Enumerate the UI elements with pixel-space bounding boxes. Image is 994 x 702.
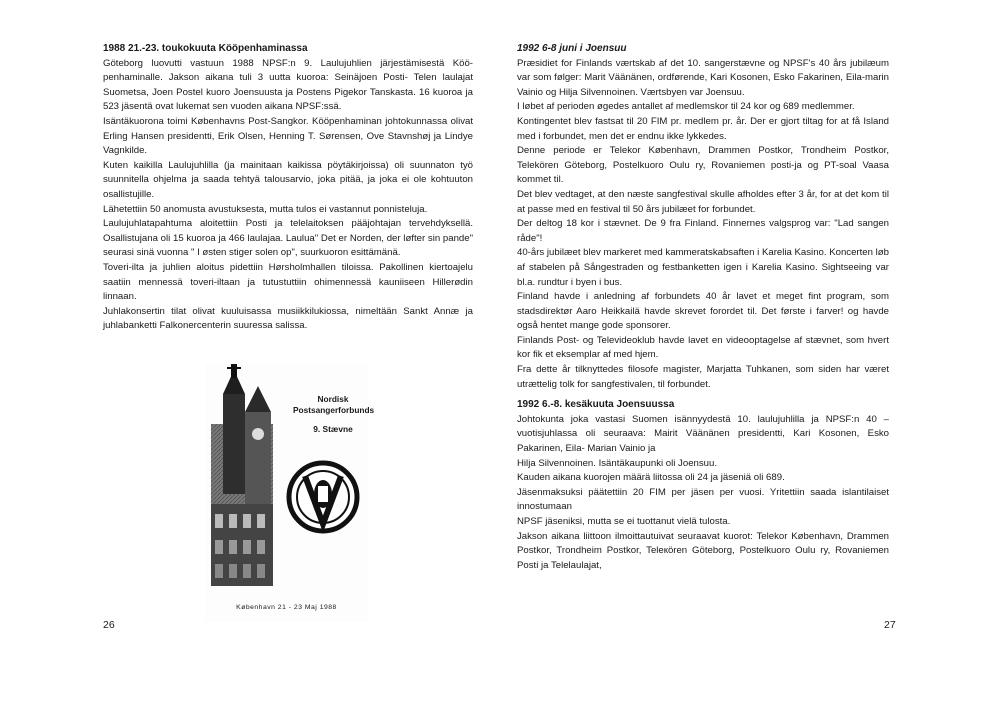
- paragraph: Isäntäkuorona toimi Københavns Post-Sangkor. Kööpenhaminan johtokunnassa olivat Erling Hansen presidentti, Erik Olsen, Henning T. Sørensen, Ove Stavnshøj ja Lindye Vagnkilde.: [103, 115, 473, 157]
- section-heading-1988: 1988 21.-23. toukokuuta Kööpenhaminassa: [103, 43, 308, 54]
- festival-poster-image: [205, 364, 375, 622]
- paragraph: Hilja Silvennoinen. Isäntäkaupunki oli Joensuu.: [517, 457, 717, 469]
- paragraph: Kuten kaikilla Laulujuhlilla (ja mainitaan kaikissa pöytäkirjoissa) oli suunnaton työ suunnitella ohjelma ja saada tehtyä talousarvio, joka pitää, ja joka ei ole kohtuuton osallistujille.: [103, 159, 473, 200]
- paragraph: Lähetettiin 50 anomusta avustuksesta, mutta tulos ei vastannut ponnisteluja.: [103, 203, 428, 215]
- paragraph: Denne periode er Telekor København, Drammen Postkor, Trondheim Postkor, Telekören Göteborg, Postelkuoro Oulu ry, Rovaniemen posti-ja og PT-soal Vaasa kommet til.: [517, 145, 889, 186]
- poster-date: København 21 - 23 Maj 1988: [236, 604, 337, 611]
- poster-title-line: Postsangerforbunds: [293, 405, 375, 415]
- paragraph: Johtokunta joka vastasi Suomen isännyydestä 10. laulujuhlilla ja NPSF:n 40 – vuotisjuhlassa oli seuraava: Mairit Väänänen presidentti, Kari Kosonen, Esko Pakarinen, Eila- Marian Vainio ja: [517, 413, 889, 455]
- paragraph: Fra dette år tilknyttedes filosofe magister, Marjatta Tuhkanen, som siden har været utrættelig tolk for sangfestivalen, til forbundet.: [517, 364, 889, 390]
- paragraph: 40-års jubilæet blev markeret med kammeratskabsaften i Karelia Kasino. Koncerten løb af stabelen på Sångestraden og festbanketten igen i Karelia Kasino. Sightseeing var bl.a. rundtur i byen i bus.: [517, 247, 889, 288]
- poster-title: [293, 394, 373, 416]
- paragraph: Finlands Post- og Televideoklub havde lavet en videooptagelse af stævnet, som hvert kor fik et eksemplar af med hjem.: [517, 334, 889, 361]
- section-heading-1992-danish: 1992 6-8 juni i Joensuu: [517, 43, 627, 54]
- page-number-right: 27: [884, 619, 896, 631]
- poster-edition: 9. Stævne: [313, 424, 353, 434]
- paragraph: Kontingentet blev fastsat til 20 FIM pr. medlem pr. år. Der er gjort tiltag for at få Island med i forbundet, men det er endnu ikke lykkedes.: [517, 115, 889, 142]
- paragraph: Jakson aikana liittoon ilmoittautuivat seuraavat kuorot: Telekor København, Drammen Postkor, Trondheim Postkor, Teleкören Göteborg, Postelkuoro Oulu ry, Rovaniemen Posti ja Telelaulajat,: [517, 530, 889, 571]
- paragraph: Finland havde i anledning af forbundets 40 år lavet et meget fint program, som stadsdirektør Aaro Heikkailä havde skrevet forordet til. Det første i farver! og havde også hentet mange gode sponsorer.: [517, 291, 889, 332]
- paragraph: Toveri-ilta ja juhlien aloitus pidettiin Hørsholmhallen tiloissa. Pakollinen kiertoajelu saatiin mennessä toveri-iltaan ja tutustuttiin ohimennessä kauniiseen Hillerødin linnaan.: [103, 261, 473, 303]
- paragraph: Kauden aikana kuorojen määrä liitossa oli 24 ja jäseniä oli 689.: [517, 472, 785, 484]
- right-text-column: [517, 42, 889, 573]
- right-page: [497, 0, 994, 702]
- paragraph: Der deltog 18 kor i stævnet. De 9 fra Finland. Finnernes valgsprog var: "Lad sangen råde"!: [517, 218, 889, 244]
- paragraph: Juhlakonsertin tilat olivat kuuluisassa musiikkilukiossa, nimeltään Sankt Annæ ja juhlabanketti Falkonercenterin suuressa salissa.: [103, 305, 473, 332]
- poster-title-line: Nordisk: [317, 394, 349, 404]
- section-heading-1992-finnish: 1992 6.-8. kesäkuuta Joensuussa: [517, 399, 675, 411]
- posthorn-emblem-icon: [289, 463, 357, 531]
- left-text-column: [103, 42, 473, 334]
- paragraph: Præsidiet for Finlands værtskab af det 10. sangerstævne og NPSF's 40 års jubilæum var som følger: Marit Väänänen, ordførende, Kari Kosonen, Esko Fakarinen, Eila-marin Vainio og Hilja Silvennoinen. Værtsbyen var Joensuu.: [517, 57, 889, 98]
- paragraph: Göteborg luovutti vastuun 1988 NPSF:n 9. Laulujuhlien järjestämisestä Kööpenhaminalle. Jakson aikana tuli 3 uutta kuoroa: Seinäjoen Posti- Telen laulajat Suometsa, Joen Postel kuoro Joensuusta ja Postens Pigekor Tanskasta. 16 kuoroa ja 523 jäsentä ovat lukemat sen vuoden aikana NPSF:ssä.: [103, 57, 473, 113]
- paragraph: Jäsenmaksuksi päätettiin 20 FIM per jäsen per vuosi. Yritettiin saada islantilaiset innostumaan: [517, 486, 889, 513]
- paragraph: Laulujuhlatapahtuma aloitettiin Posti ja telelaitoksen pääjohtajan tervehdyksellä. Osallistujana oli 15 kuoroa ja 466 laulajaa. Laulua" Det er Norden, der løfter sin pande" seurasi sinä vuonna " I østen stiger solen op", suurkuoron esittämänä.: [103, 218, 473, 259]
- paragraph: NPSF jäseniksi, mutta se ei tuottanut vielä tulosta.: [517, 516, 731, 527]
- page-number-left: 26: [103, 619, 115, 631]
- paragraph: Det blev vedtaget, at den næste sangfestival skulle afholdes efter 3 år, for at det kom til at passe med en festival til 50 års jubilæet for forbundet.: [517, 188, 889, 215]
- paragraph: I løbet af perioden øgedes antallet af medlemskor til 24 kor og 689 medlemmer.: [517, 101, 855, 113]
